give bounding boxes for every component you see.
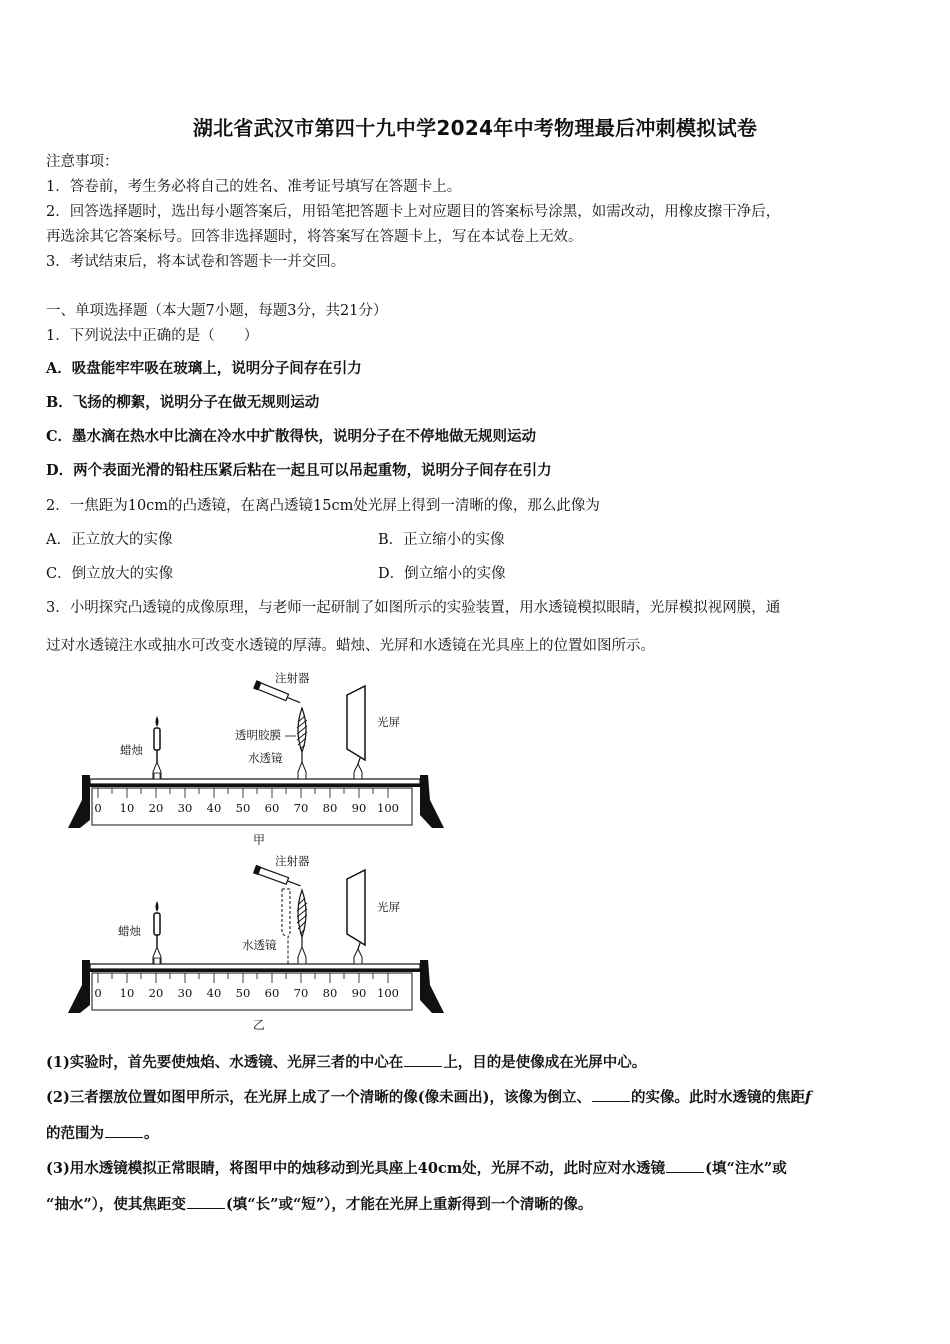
scale-tick: 70	[293, 986, 309, 1000]
page-title: 湖北省武汉市第四十九中学2024年中考物理最后冲刺模拟试卷	[192, 116, 758, 140]
answer-blank[interactable]	[592, 1087, 630, 1102]
scale-tick: 90	[351, 801, 367, 815]
question-3-stem: 过对水透镜注水或抽水可改变水透镜的厚薄。蜡烛、光屏和水透镜在光具座上的位置如图所示。	[46, 638, 655, 654]
sub-2-text: (2)三者摆放位置如图甲所示，在光屏上成了一个清晰的像(像未画出)，该像为倒立、	[46, 1089, 592, 1106]
scale-tick: 0	[94, 801, 102, 815]
answer-blank[interactable]	[187, 1194, 225, 1209]
figure-caption: 甲	[253, 833, 266, 847]
lens-label: 水透镜	[242, 938, 277, 952]
sub-2-text: 。	[144, 1125, 159, 1142]
question-1-stem: 1．下列说法中正确的是（ ）	[46, 328, 259, 344]
question-3-sub-1	[46, 1052, 646, 1073]
screen-label: 光屏	[377, 715, 400, 729]
scale-tick: 80	[322, 801, 338, 815]
question-1-option-d: D．两个表面光滑的铅柱压紧后粘在一起且可以吊起重物，说明分子间存在引力	[46, 462, 552, 479]
notice-item: 3．考试结束后，将本试卷和答题卡一并交回。	[46, 254, 346, 270]
question-3-sub-3	[46, 1158, 787, 1179]
notice-heading: 注意事项：	[46, 154, 119, 170]
scale-tick: 50	[235, 986, 251, 1000]
sub-2-text: 的实像。此时水透镜的焦距	[631, 1089, 806, 1106]
water-lens-icon	[282, 889, 307, 965]
scale-tick: 10	[119, 801, 135, 815]
question-3-sub-2	[46, 1087, 811, 1108]
candle-icon	[153, 901, 161, 964]
sub-1-text: (1)实验时，首先要使烛焰、水透镜、光屏三者的中心在	[46, 1054, 404, 1071]
lens-label: 水透镜	[248, 751, 283, 765]
scale-tick: 30	[177, 801, 193, 815]
answer-blank[interactable]	[666, 1158, 704, 1173]
figure-caption: 乙	[253, 1018, 266, 1032]
scale-tick: 90	[351, 986, 367, 1000]
scale-tick: 100	[377, 801, 399, 815]
candle-icon	[153, 716, 161, 779]
scale-tick: 100	[377, 986, 399, 1000]
question-1-option-b: B．飞扬的柳絮，说明分子在做无规则运动	[46, 394, 320, 411]
notice-item: 再选涂其它答案标号。回答非选择题时，将答案写在答题卡上，写在本试卷上无效。	[46, 229, 583, 245]
scale-tick: 80	[322, 986, 338, 1000]
candle-label: 蜡烛	[118, 924, 141, 938]
question-1-option-c: C．墨水滴在热水中比滴在冷水中扩散得快，说明分子在不停地做无规则运动	[46, 428, 537, 445]
sub-3-text: (3)用水透镜模拟正常眼睛，将图甲中的烛移动到光具座上40cm处，光屏不动，此时应对水透镜	[46, 1160, 666, 1177]
scale-tick: 10	[119, 986, 135, 1000]
scale-tick: 30	[177, 986, 193, 1000]
question-2-stem: 2．一焦距为10cm的凸透镜，在离凸透镜15cm处光屏上得到一清晰的像，那么此像为	[46, 498, 600, 514]
candle-label: 蜡烛	[120, 743, 143, 757]
sub-3-text: “抽水”），使其焦距变	[46, 1196, 186, 1213]
scale-tick: 60	[264, 986, 280, 1000]
scale-tick: 50	[235, 801, 251, 815]
section-heading: 一、单项选择题（本大题7小题，每题3分，共21分）	[46, 303, 388, 319]
screen-label: 光屏	[377, 900, 400, 914]
sub-2-text: 的范围为	[46, 1125, 104, 1142]
water-lens-icon	[297, 708, 307, 779]
sub-3-text: (填“注水”或	[705, 1160, 787, 1177]
scale-tick: 20	[148, 801, 164, 815]
figure-yi	[60, 845, 460, 1035]
question-1-option-a: A．吸盘能牢牢吸在玻璃上，说明分子间存在引力	[46, 360, 362, 377]
answer-blank[interactable]	[105, 1123, 143, 1138]
question-3-stem: 3．小明探究凸透镜的成像原理，与老师一起研制了如图所示的实验装置，用水透镜模拟眼睛，光屏模拟视网膜，通	[46, 600, 781, 616]
scale-tick: 70	[293, 801, 309, 815]
scale-tick: 0	[94, 986, 102, 1000]
notice-item: 1．答卷前，考生务必将自己的姓名、准考证号填写在答题卡上。	[46, 179, 462, 195]
focal-length-variable: f	[805, 1089, 812, 1106]
light-screen-icon	[347, 686, 365, 779]
question-3-sub-2-line-2	[46, 1123, 159, 1144]
syringe-icon	[253, 865, 302, 890]
scale-tick: 40	[206, 986, 222, 1000]
scale-tick: 40	[206, 801, 222, 815]
answer-blank[interactable]	[404, 1052, 442, 1067]
syringe-label: 注射器	[275, 671, 310, 685]
question-2-option-d: D．倒立缩小的实像	[378, 566, 506, 582]
scale-tick: 20	[148, 986, 164, 1000]
sub-3-text: (填“长”或“短”），才能在光屏上重新得到一个清晰的像。	[225, 1196, 593, 1213]
question-3-sub-3-line-2	[46, 1194, 592, 1215]
question-2-option-c: C．倒立放大的实像	[46, 566, 174, 582]
question-2-option-a: A．正立放大的实像	[46, 532, 173, 548]
notice-item: 2．回答选择题时，选出每小题答案后，用铅笔把答题卡上对应题目的答案标号涂黑，如需改动，用橡皮擦干净后，	[46, 204, 781, 220]
scale-tick: 60	[264, 801, 280, 815]
light-screen-icon	[347, 870, 365, 964]
film-label: 透明胶膜	[235, 728, 281, 742]
question-2-option-b: B．正立缩小的实像	[378, 532, 505, 548]
figure-jia	[60, 660, 460, 850]
syringe-label: 注射器	[275, 854, 310, 868]
sub-1-text: 上，目的是使像成在光屏中心。	[443, 1054, 647, 1071]
